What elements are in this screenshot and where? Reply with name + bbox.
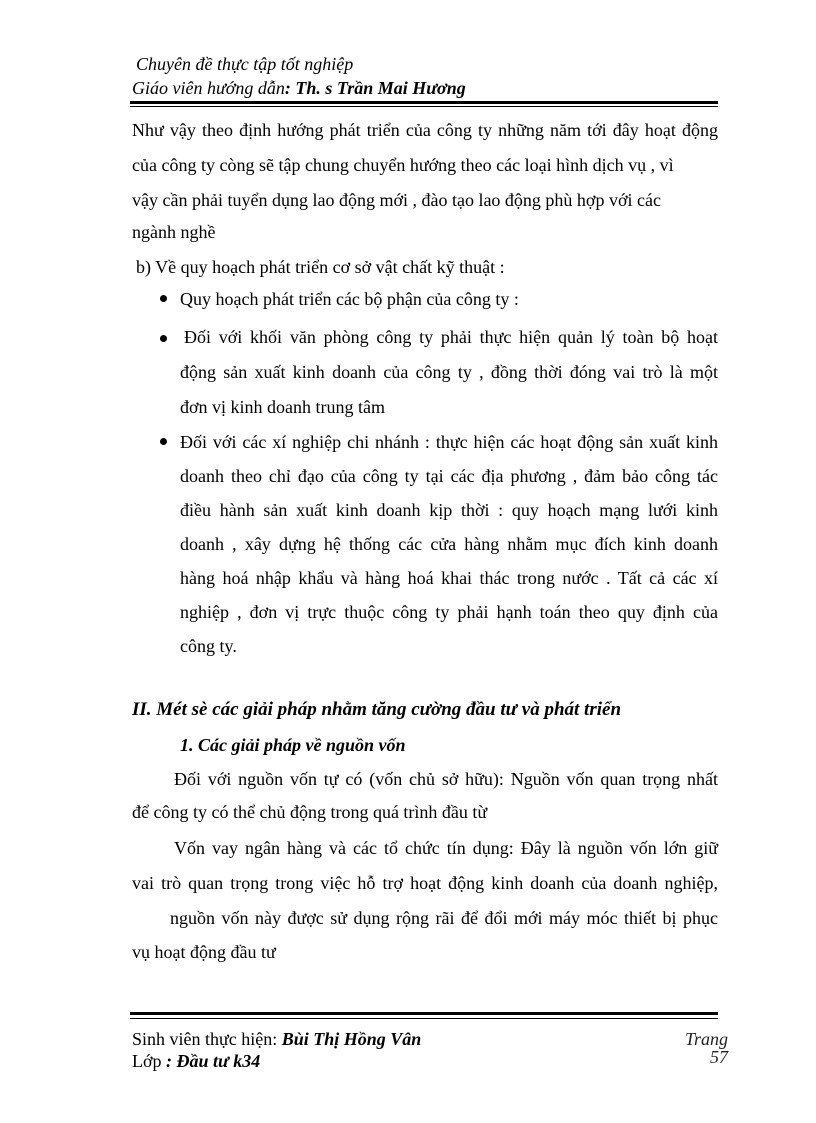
body-line: Vốn vay ngân hàng và các tổ chức tín dụng: Đây là nguồn vốn lớn giữ <box>174 838 718 858</box>
bullet-text: động sản xuất kinh doanh của công ty , đồng thời đóng vai trò là một <box>180 362 718 382</box>
bullet-text: công ty. <box>180 636 237 656</box>
header-title: Chuyên đề thực tập tốt nghiệp <box>136 54 354 74</box>
footer-student-name: Bùi Thị Hồng Vân <box>281 1029 422 1049</box>
bullet-marker <box>160 438 167 445</box>
bullet-text: doanh theo chỉ đạo của công ty tại các địa phương , đảm bảo công tác <box>180 466 718 486</box>
bullet-text: doanh , xây dựng hệ thống các cửa hàng nhằm mục đích kinh doanh <box>180 534 718 554</box>
footer-student-label: Sinh viên thực hiện: <box>132 1029 282 1049</box>
page-number-block <box>685 1030 728 1066</box>
bullet-marker <box>160 335 167 342</box>
page-number: 57 <box>710 1047 728 1067</box>
body-line: vậy cần phải tuyển dụng lao động mới , đào tạo lao động phù hợp với các <box>132 190 661 210</box>
footer-rule <box>130 1012 718 1015</box>
body-line: của công ty còng sẽ tập chung chuyển hướng theo các loại hình dịch vụ , vì <box>132 155 674 175</box>
body-line: Đối với nguồn vốn tự có (vốn chủ sở hữu): Nguồn vốn quan trọng nhất <box>174 769 718 789</box>
bullet-text: nghiệp , đơn vị trực thuộc công ty phải hạnh toán theo quy định của <box>180 602 718 622</box>
section-b-heading: b) Về quy hoạch phát triển cơ sở vật chất kỹ thuật : <box>136 257 505 277</box>
page-header <box>132 52 466 100</box>
page-footer <box>132 1028 421 1072</box>
body-line: để công ty có thể chủ động trong quá trình đầu từ <box>132 802 488 822</box>
bullet-text: Quy hoạch phát triển các bộ phận của công ty : <box>180 289 519 309</box>
bullet-text: điều hành sản xuất kinh doanh kịp thời : quy hoạch mạng lưới kinh <box>180 500 718 520</box>
footer-rule-thin <box>130 1018 718 1019</box>
header-rule-thin <box>130 106 718 107</box>
header-rule <box>130 101 718 104</box>
bullet-text: hàng hoá nhập khẩu và hàng hoá khai thác trong nước . Tất cả các xí <box>180 568 718 588</box>
header-advisor <box>132 76 466 100</box>
footer-student <box>132 1028 421 1050</box>
body-line: nguồn vốn này được sử dụng rộng rãi để đổi mới máy móc thiết bị phục <box>170 908 718 928</box>
header-advisor-label: Giáo viên hướng dẫn <box>132 78 285 98</box>
header-advisor-name: : Th. s Trần Mai Hương <box>284 78 466 98</box>
bullet-text: Đối với các xí nghiệp chi nhánh : thực hiện các hoạt động sản xuất kinh <box>180 432 718 452</box>
footer-class-name: : Đầu tư k34 <box>166 1051 261 1071</box>
page-label: Trang <box>684 1029 728 1049</box>
bullet-marker <box>160 295 167 302</box>
body-line: vai trò quan trọng trong việc hỗ trợ hoạt động kinh doanh của doanh nghiệp, <box>132 873 718 893</box>
subsection-heading: 1. Các giải pháp về nguồn vốn <box>180 735 406 755</box>
body-line: ngành nghề <box>132 222 216 242</box>
footer-class-label: Lớp <box>132 1051 167 1071</box>
bullet-text: đơn vị kinh doanh trung tâm <box>180 397 385 417</box>
footer-class <box>132 1050 421 1072</box>
bullet-text: Đối với khối văn phòng công ty phải thực hiện quản lý toàn bộ hoạt <box>184 327 718 347</box>
body-line: vụ hoạt động đầu tư <box>132 942 276 962</box>
body-line: Như vậy theo định hướng phát triển của công ty những năm tới đây hoạt động <box>132 120 718 140</box>
section-heading: II. Mét sè các giải pháp nhằm tăng cường đầu tư và phát triển <box>132 699 622 720</box>
